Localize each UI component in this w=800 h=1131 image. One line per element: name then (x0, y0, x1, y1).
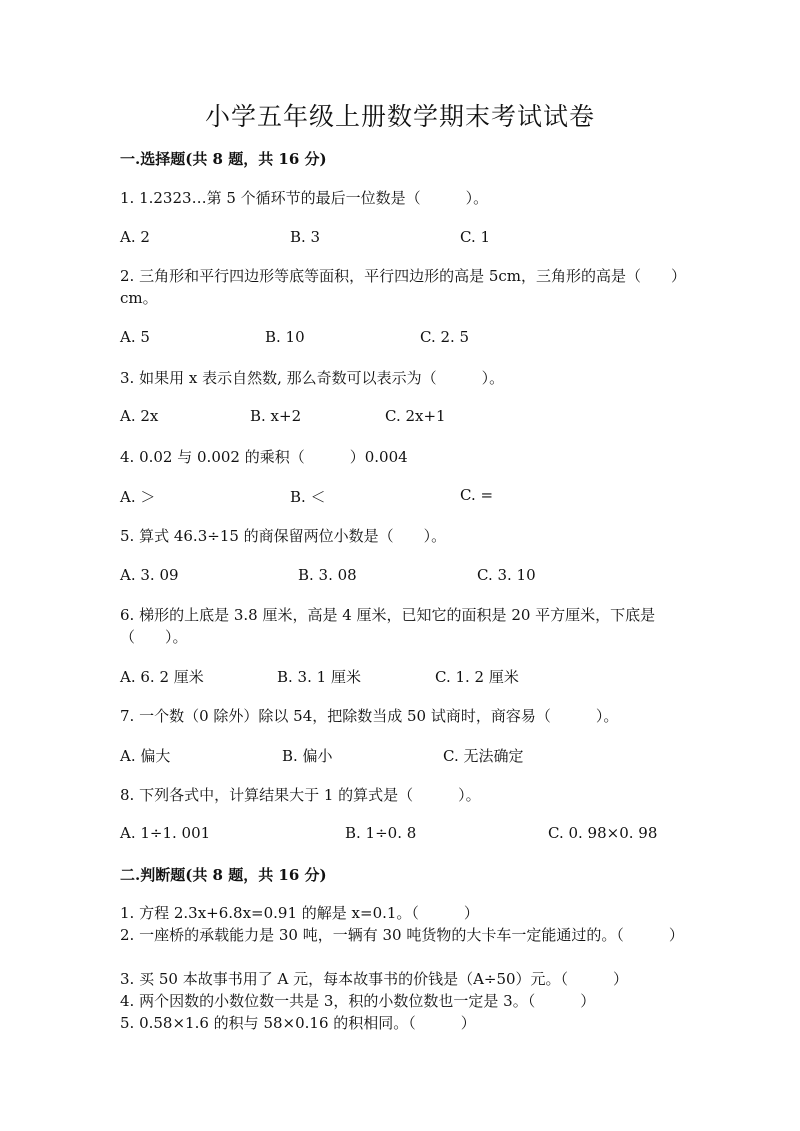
section-heading-choice: 一.选择题(共 8 题，共 16 分) (120, 150, 327, 168)
q7-option-a: A. 偏大 (120, 747, 171, 765)
q6-option-c: C. 1. 2 厘米 (435, 668, 519, 686)
judgment-1: 1. 方程 2.3x+6.8x=0.91 的解是 x=0.1。（ ） (120, 904, 479, 922)
q1-option-c: C. 1 (460, 228, 491, 246)
page-title: 小学五年级上册数学期末考试试卷 (204, 102, 595, 131)
question-5: 5. 算式 46.3÷15 的商保留两位小数是（ ）。 (120, 527, 447, 545)
question-1: 1. 1.2323…第 5 个循环节的最后一位数是（ ）。 (120, 189, 489, 207)
question-7: 7. 一个数（0 除外）除以 54，把除数当成 50 试商时，商容易（ ）。 (120, 707, 619, 725)
q1-option-b: B. 3 (290, 228, 321, 246)
q5-option-b: B. 3. 08 (298, 566, 357, 584)
q5-option-a: A. 3. 09 (120, 566, 179, 584)
q8-option-a: A. 1÷1. 001 (120, 824, 211, 842)
q2-option-a: A. 5 (120, 328, 150, 346)
judgment-2: 2. 一座桥的承载能力是 30 吨，一辆有 30 吨货物的大卡车一定能通过的。（ ） (120, 926, 684, 944)
section-heading-judgment: 二.判断题(共 8 题，共 16 分) (120, 866, 327, 884)
q6-option-a: A. 6. 2 厘米 (120, 668, 204, 686)
q2-option-b: B. 10 (265, 328, 305, 346)
judgment-4: 4. 两个因数的小数位数一共是 3，积的小数位数也一定是 3。（ ） (120, 992, 596, 1010)
q7-option-c: C. 无法确定 (443, 747, 524, 765)
question-4: 4. 0.02 与 0.002 的乘积（ ）0.004 (120, 448, 408, 466)
q6-option-b: B. 3. 1 厘米 (277, 668, 361, 686)
q5-option-c: C. 3. 10 (477, 566, 536, 584)
question-2: 2. 三角形和平行四边形等底等面积，平行四边形的高是 5cm，三角形的高是（ ）cm。 (120, 267, 687, 307)
q3-option-b: B. x+2 (250, 407, 302, 425)
q8-option-b: B. 1÷0. 8 (345, 824, 417, 842)
q4-option-b: B. ＜ (290, 488, 326, 506)
judgment-5: 5. 0.58×1.6 的积与 58×0.16 的积相同。（ ） (120, 1014, 476, 1032)
q3-option-a: A. 2x (120, 407, 159, 425)
q2-option-c: C. 2. 5 (420, 328, 470, 346)
q4-option-a: A. ＞ (120, 488, 156, 506)
question-8: 8. 下列各式中，计算结果大于 1 的算式是（ ）。 (120, 786, 481, 804)
q4-option-c: C. = (460, 486, 494, 504)
q7-option-b: B. 偏小 (282, 747, 333, 765)
question-3: 3. 如果用 x 表示自然数, 那么奇数可以表示为（ ）。 (120, 369, 505, 387)
q8-option-c: C. 0. 98×0. 98 (548, 824, 658, 842)
judgment-3: 3. 买 50 本故事书用了 A 元，每本故事书的价钱是（A÷50）元。（ ） (120, 970, 629, 988)
q3-option-c: C. 2x+1 (385, 407, 446, 425)
question-6: 6. 梯形的上底是 3.8 厘米，高是 4 厘米，已知它的面积是 20 平方厘米，下底是（ ）。 (120, 606, 656, 646)
q1-option-a: A. 2 (120, 228, 150, 246)
